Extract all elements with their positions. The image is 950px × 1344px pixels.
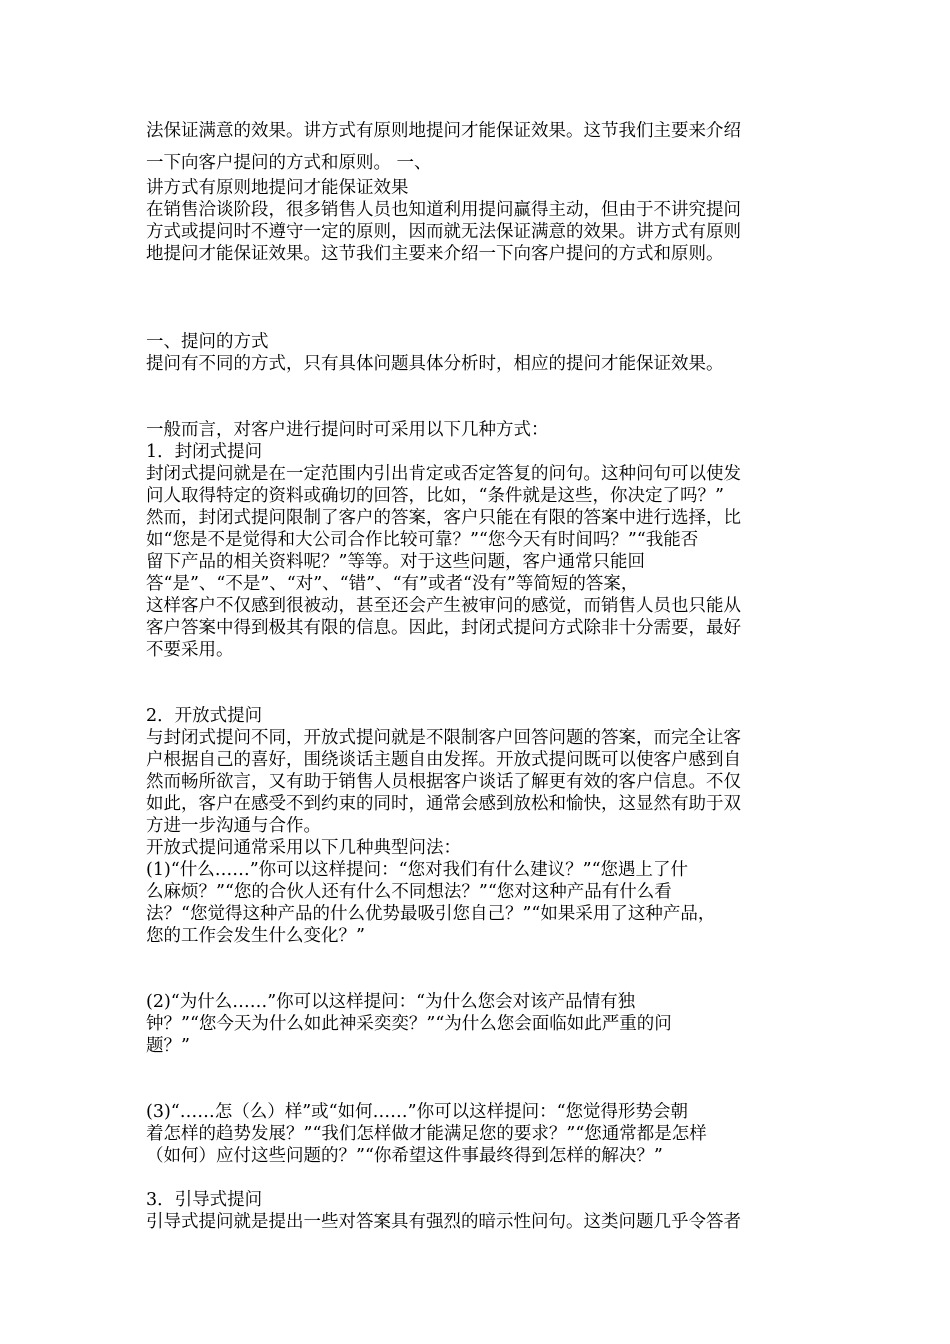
- paragraph-line: 这样客户不仅感到很被动，甚至还会产生被审问的感觉，而销售人员也只能从: [146, 596, 741, 616]
- paragraph-line: 您的工作会发生什么变化？”: [146, 926, 365, 946]
- paragraph-line: (3)“……怎（么）样”或“如何……”你可以这样提问：“您觉得形势会朝: [146, 1102, 689, 1122]
- paragraph-line: 题？”: [146, 1036, 190, 1056]
- paragraph-line: 方式或提问时不遵守一定的原则，因而就无法保证满意的效果。讲方式有原则: [146, 222, 741, 242]
- paragraph-line: 然而畅所欲言，又有助于销售人员根据客户谈话了解更有效的客户信息。不仅: [146, 772, 741, 792]
- subsection-heading: 2．开放式提问: [146, 706, 263, 726]
- paragraph-line: 不要采用。: [146, 640, 234, 660]
- paragraph-line: 答“是”、“不是”、“对”、“错”、“有”或者“没有”等简短的答案，: [146, 574, 639, 594]
- paragraph-line: (1)“什么……”你可以这样提问：“您对我们有什么建议？”“您遇上了什: [146, 860, 689, 880]
- paragraph-line: 在销售洽谈阶段，很多销售人员也知道利用提问赢得主动，但由于不讲究提问: [146, 200, 741, 220]
- section-heading: 一、提问的方式: [146, 332, 269, 352]
- paragraph-line: 如此，客户在感受不到约束的同时，通常会感到放松和愉快，这显然有助于双: [146, 794, 741, 814]
- paragraph-line: 客户答案中得到极其有限的信息。因此，封闭式提问方式除非十分需要，最好: [146, 618, 741, 638]
- paragraph-line: 户根据自己的喜好，围绕谈话主题自由发挥。开放式提问既可以使客户感到自: [146, 750, 741, 770]
- paragraph-line: 封闭式提问就是在一定范围内引出肯定或否定答复的问句。这种问句可以使发: [146, 464, 741, 484]
- paragraph-line: 开放式提问通常采用以下几种典型问法：: [146, 838, 461, 858]
- paragraph-line: 问人取得特定的资料或确切的回答，比如，“条件就是这些，你决定了吗？”: [146, 486, 724, 506]
- paragraph-line: 一下向客户提问的方式和原则。 一、: [146, 153, 432, 173]
- paragraph-line: 提问有不同的方式，只有具体问题具体分析时，相应的提问才能保证效果。: [146, 354, 724, 374]
- paragraph-line: 留下产品的相关资料呢？”等等。对于这些问题，客户通常只能回: [146, 552, 645, 572]
- paragraph-line: 法？“您觉得这种产品的什么优势最吸引您自己？”“如果采用了这种产品，: [146, 904, 716, 924]
- paragraph-line: 地提问才能保证效果。这节我们主要来介绍一下向客户提问的方式和原则。: [146, 244, 724, 264]
- section-heading: 讲方式有原则地提问才能保证效果: [146, 178, 409, 198]
- paragraph-line: 方进一步沟通与合作。: [146, 816, 321, 836]
- paragraph-line: 一般而言，对客户进行提问时可采用以下几种方式：: [146, 420, 549, 440]
- subsection-heading: 1．封闭式提问: [146, 442, 263, 462]
- paragraph-line: 钟？”“您今天为什么如此神采奕奕？”“为什么您会面临如此严重的问: [146, 1014, 672, 1034]
- paragraph-line: （如何）应付这些问题的？”“你希望这件事最终得到怎样的解决？”: [146, 1146, 663, 1166]
- paragraph-line: 法保证满意的效果。讲方式有原则地提问才能保证效果。这节我们主要来介绍: [146, 121, 741, 141]
- paragraph-line: 么麻烦？”“您的合伙人还有什么不同想法？”“您对这种产品有什么看: [146, 882, 672, 902]
- paragraph-line: 然而，封闭式提问限制了客户的答案，客户只能在有限的答案中进行选择，比: [146, 508, 741, 528]
- paragraph-line: 与封闭式提问不同，开放式提问就是不限制客户回答问题的答案，而完全让客: [146, 728, 741, 748]
- paragraph-line: 着怎样的趋势发展？”“我们怎样做才能满足您的要求？”“您通常都是怎样: [146, 1124, 707, 1144]
- subsection-heading: 3．引导式提问: [146, 1190, 263, 1210]
- paragraph-line: (2)“为什么……”你可以这样提问：“为什么您会对该产品情有独: [146, 992, 636, 1012]
- paragraph-line: 引导式提问就是提出一些对答案具有强烈的暗示性问句。这类问题几乎令答者: [146, 1212, 741, 1232]
- paragraph-line: 如“您是不是觉得和大公司合作比较可靠？”“您今天有时间吗？”“我能否: [146, 530, 699, 550]
